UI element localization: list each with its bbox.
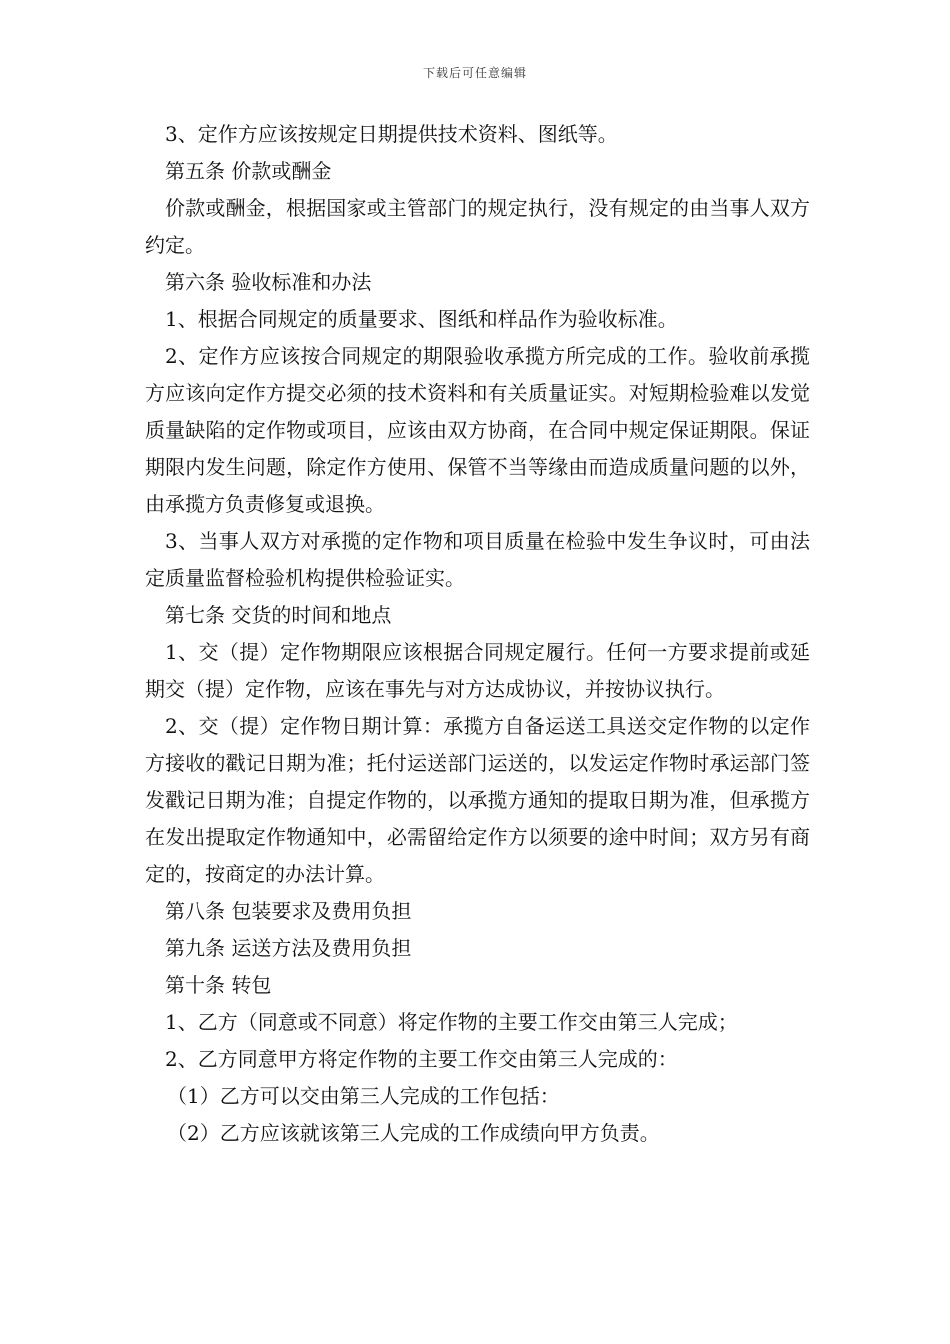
clause-item: 1、交（提）定作物期限应该根据合同规定履行。任何一方要求提前或延期交（提）定作物，应该在事先与对方达成协议，并按协议执行。 (145, 640, 810, 701)
article-heading: 第九条 运送方法及费用负担 (165, 936, 412, 960)
clause-item: 2、交（提）定作物日期计算：承揽方自备运送工具送交定作物的以定作方接收的戳记日期为准；托付运送部门运送的，以发运定作物时承运部门签发戳记日期为准；自提定作物的，以承揽方通知的提取日期为准，但承揽方在发出提取定作物通知中，必需留给定作方以须要的途中时间；双方另有商定的，按商定的办法计算。 (145, 714, 810, 886)
article-heading: 第八条 包装要求及费用负担 (165, 899, 412, 923)
clause-item: 2、定作方应该按合同规定的期限验收承揽方所完成的工作。验收前承揽方应该向定作方提交必须的技术资料和有关质量证实。对短期检验难以发觉质量缺陷的定作物或项目，应该由双方协商，在合同中规定保证期限。保证期限内发生问题，除定作方使用、保管不当等缘由而造成质量问题的以外，由承揽方负责修复或退换。 (145, 344, 810, 516)
clause-item: 1、乙方（同意或不同意）将定作物的主要工作交由第三人完成； (165, 1010, 738, 1034)
article-heading: 第十条 转包 (165, 973, 272, 997)
clause-item: 1、根据合同规定的质量要求、图纸和样品作为验收标准。 (165, 307, 678, 331)
article-heading: 第六条 验收标准和办法 (165, 270, 372, 294)
clause-paragraph: 价款或酬金，根据国家或主管部门的规定执行，没有规定的由当事人双方约定。 (145, 196, 810, 257)
document-body (145, 116, 810, 1152)
clause-item: 3、当事人双方对承揽的定作物和项目质量在检验中发生争议时，可由法定质量监督检验机构提供检验证实。 (145, 529, 810, 590)
clause-item: 2、乙方同意甲方将定作物的主要工作交由第三人完成的： (165, 1047, 678, 1071)
sub-clause-item: （2）乙方应该就该第三人完成的工作成绩向甲方负责。 (167, 1121, 660, 1145)
sub-clause-item: （1）乙方可以交由第三人完成的工作包括： (167, 1084, 560, 1108)
article-heading: 第五条 价款或酬金 (165, 159, 332, 183)
article-heading: 第七条 交货的时间和地点 (165, 603, 392, 627)
header-note: 下载后可任意编辑 (422, 66, 527, 80)
clause-item: 3、定作方应该按规定日期提供技术资料、图纸等。 (165, 122, 618, 146)
